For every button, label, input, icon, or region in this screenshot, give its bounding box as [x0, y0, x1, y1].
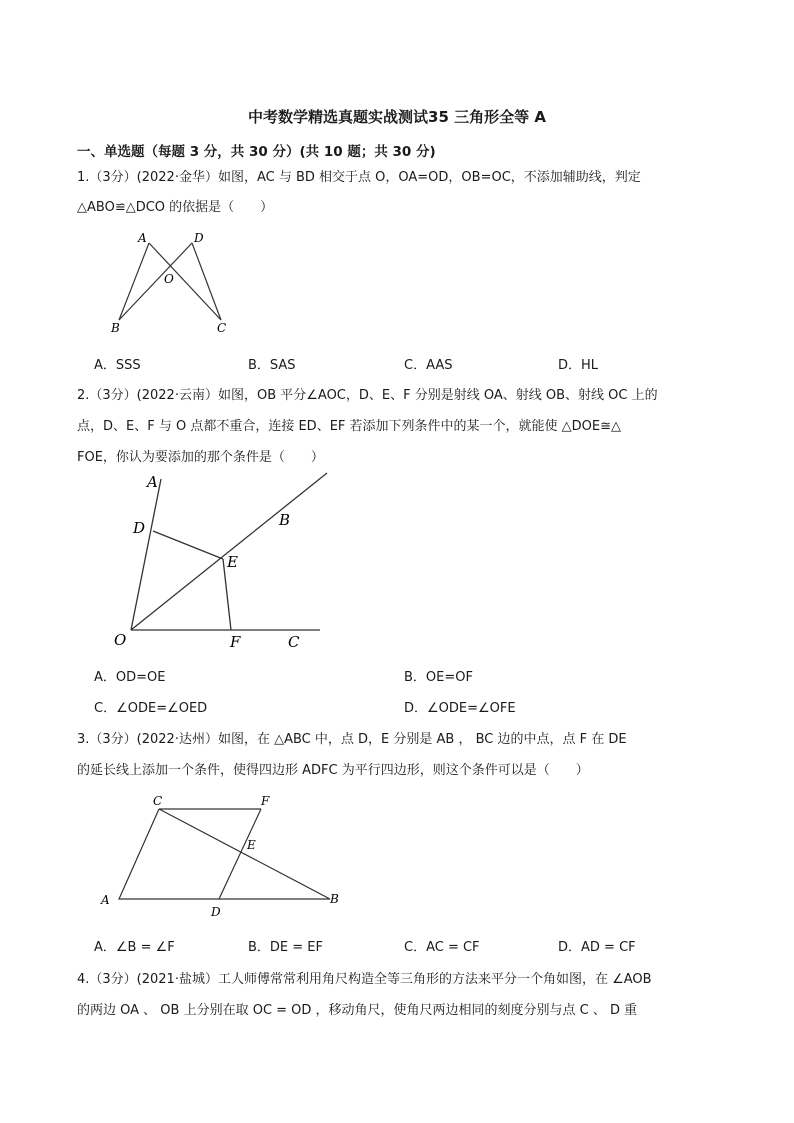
q2-option-b: B．OE=OF — [404, 670, 473, 685]
q3-text-line-1: 3.（3分）(2022·达州）如图，在 △ABC 中，点 D，E 分别是 AB ， BC 边的中点，点 F 在 DE — [77, 732, 627, 747]
q3-option-d: D．AD = CF — [558, 940, 636, 955]
q3-label-b: B — [330, 892, 339, 906]
q2-label-c: C — [288, 633, 300, 651]
q3-label-f: F — [261, 794, 270, 808]
q1-label-d: D — [194, 231, 204, 245]
q3-option-b: B．DE = EF — [248, 940, 323, 955]
section-heading: 一、单选题（每题 3 分，共 30 分）(共 10 题；共 30 分) — [77, 144, 436, 160]
q3-label-c: C — [153, 794, 163, 808]
q3-label-a: A — [101, 893, 110, 907]
q3-label-e: E — [247, 838, 256, 852]
q1-label-o: O — [164, 272, 174, 286]
q2-label-d: D — [133, 519, 146, 537]
q4-text-line-2: 的两边 OA 、 OB 上分别在取 OC = OD ，移动角尺，使角尺两边相同的刻度分别与点 C 、 D 重 — [77, 1003, 638, 1018]
q1-figure — [105, 225, 245, 340]
q2-label-e: E — [227, 553, 238, 571]
q1-label-c: C — [217, 321, 227, 335]
q4-text-line-1: 4.（3分）(2021·盐城）工人师傅常常利用角尺构造全等三角形的方法来平分一个角如图，在 ∠AOB — [77, 972, 652, 987]
q2-label-a: A — [147, 473, 158, 491]
q2-label-b: B — [279, 511, 291, 529]
q2-figure — [105, 465, 345, 660]
q1-option-b: B．SAS — [248, 358, 296, 373]
q3-option-a: A．∠B = ∠F — [94, 940, 175, 955]
q1-text-line-2: △ABO≌△DCO 的依据是（ ） — [77, 200, 274, 215]
q1-label-b: B — [111, 321, 120, 335]
q2-text-line-3: FOE，你认为要添加的那个条件是（ ） — [77, 450, 324, 465]
q2-text-line-2: 点，D、E、F 与 O 点都不重合，连接 ED、EF 若添加下列条件中的某一个，就能使 △DOE≅△ — [77, 419, 621, 434]
q2-option-c: C．∠ODE=∠OED — [94, 701, 208, 716]
q3-label-d: D — [211, 905, 221, 919]
q3-option-c: C．AC = CF — [404, 940, 480, 955]
q1-text-line-1: 1.（3分）(2022·金华）如图，AC 与 BD 相交于点 O，OA=OD，OB=OC，不添加辅助线，判定 — [77, 170, 641, 185]
q2-option-d: D．∠ODE=∠OFE — [404, 701, 516, 716]
q1-label-a: A — [138, 231, 147, 245]
q2-option-a: A．OD=OE — [94, 670, 166, 685]
q1-option-d: D．HL — [558, 358, 599, 373]
q2-label-o: O — [114, 631, 127, 649]
q1-option-c: C．AAS — [404, 358, 453, 373]
q2-label-f: F — [230, 633, 241, 651]
page-title: 中考数学精选真题实战测试35 三角形全等 A — [248, 108, 546, 126]
q2-text-line-1: 2.（3分）(2022·云南）如图，OB 平分∠AOC，D、E、F 分别是射线 OA、射线 OB、射线 OC 上的 — [77, 388, 658, 403]
q3-figure — [95, 788, 355, 920]
q1-option-a: A．SSS — [94, 358, 141, 373]
q3-text-line-2: 的延长线上添加一个条件，使得四边形 ADFC 为平行四边形，则这个条件可以是（ ） — [77, 763, 589, 778]
